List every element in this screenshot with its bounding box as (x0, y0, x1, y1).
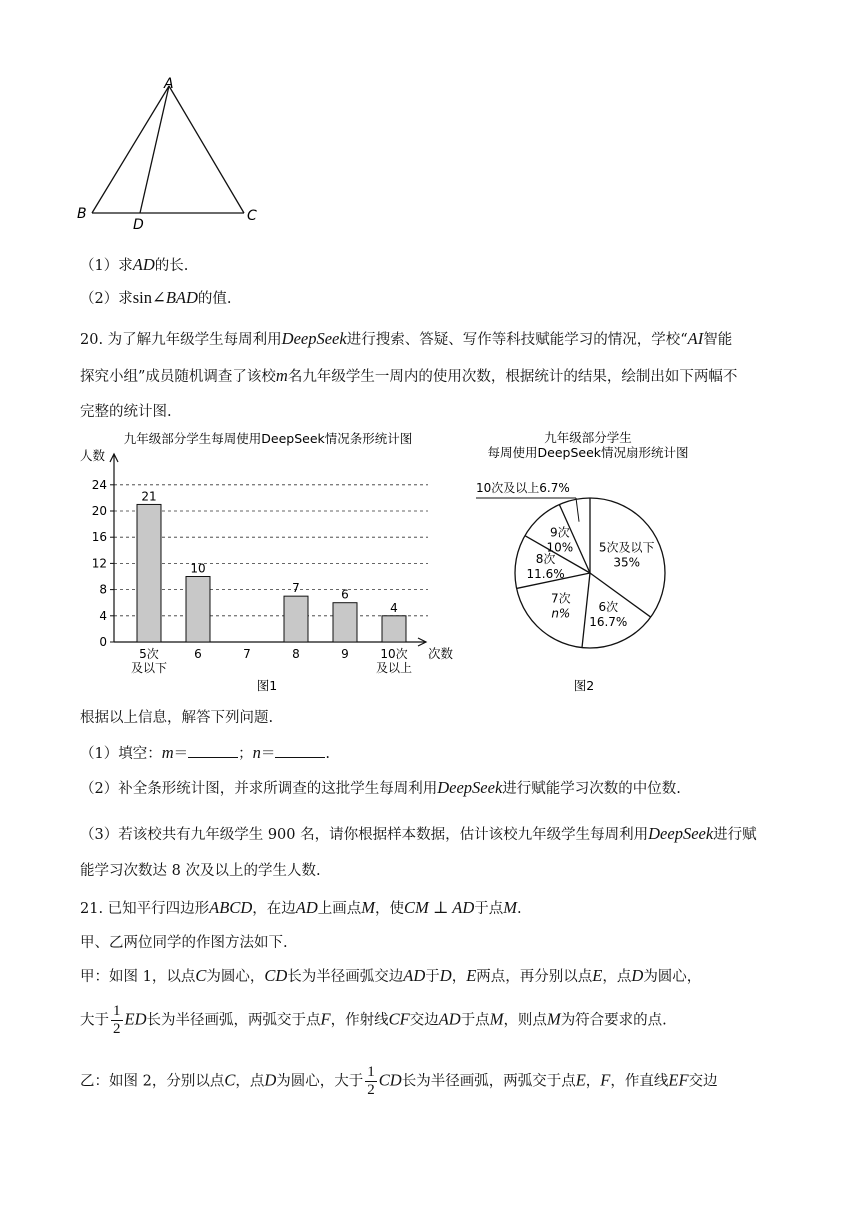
q20-text: 智能 (703, 332, 733, 348)
q21-yi-line1 (80, 1064, 718, 1099)
q20-p2-text: 进行赋能学习次数的中位数. (502, 781, 681, 797)
q20-m: m (275, 366, 288, 385)
q21-math: ABCD (209, 898, 253, 917)
x-tick-label: 7 (243, 647, 251, 661)
q21-math: CF (388, 1009, 410, 1029)
y-tick-label: 4 (99, 608, 107, 623)
label-d: D (133, 217, 144, 233)
x-tick-label: 及以下 (130, 661, 168, 675)
q20-text: 名九年级学生一周内的使用次数，根据统计的结果，绘制出如下两幅不 (287, 369, 738, 385)
q21-text: ， (585, 1073, 601, 1090)
q21-text: 长为半径画弧交边 (287, 969, 404, 985)
q21-text: 两点，再分别以点 (476, 969, 593, 985)
bar (333, 603, 357, 642)
side-ab (92, 86, 169, 213)
q19-p1-prefix: （1）求 (80, 258, 133, 274)
q21-line2: 甲、乙两位同学的作图方法如下. (80, 935, 288, 951)
q19-p1-math: AD (132, 255, 155, 274)
q21-jia-line1 (80, 965, 701, 986)
bar-chart-xlabel: 次数 (428, 646, 454, 661)
q19-p2-angle: ∠ (152, 288, 166, 307)
fraction-one-half (365, 1064, 377, 1099)
x-tick-label: 5次 (139, 647, 159, 661)
pie-slice-label: 8次 (535, 551, 556, 566)
q20-p2-deepseek: DeepSeek (437, 778, 503, 797)
q21-math: CD (378, 1070, 402, 1090)
q21-math: AD (403, 966, 426, 985)
bar (284, 596, 308, 642)
q21-text: ，作直线 (610, 1073, 669, 1090)
fraction-one-half (111, 1003, 123, 1038)
q21-text: 为圆心，大于 (276, 1073, 364, 1090)
x-tick-label: 8 (292, 647, 300, 661)
y-tick-label: 12 (91, 556, 107, 571)
q21-text: ，点 (235, 1073, 265, 1090)
q21-text: 于点 (474, 901, 504, 917)
q20-line2 (80, 365, 737, 386)
x-tick-label: 6 (194, 647, 202, 661)
q21-text: ，在边 (252, 901, 296, 917)
q21-math: M (489, 1009, 504, 1029)
q20-part3-line2: 能学习次数达 8 次及以上的学生人数. (80, 863, 321, 879)
q21-text: 已知平行四边形 (107, 901, 210, 917)
pie-chart-caption: 图2 (573, 678, 595, 693)
y-tick-label: 8 (99, 582, 107, 597)
q20-p1-eq: ＝ (260, 746, 276, 762)
q21-math: AD (438, 1009, 461, 1029)
q21-text: 大于 (80, 1012, 109, 1029)
q21-math: CM ⊥ AD (404, 898, 475, 917)
q21-text: 于点 (460, 1012, 490, 1029)
q19-p2-suffix: 的值. (197, 291, 232, 307)
q20-ai: AI (687, 329, 704, 348)
q20-part3 (80, 823, 757, 844)
q21-math: AD (295, 898, 318, 917)
pie-slice-value: 11.6% (526, 566, 565, 581)
q21-text: 长为半径画弧，两弧交于点 (401, 1073, 576, 1090)
segment-ad (140, 86, 169, 213)
frac-num: 1 (367, 1064, 375, 1080)
side-ac (169, 86, 244, 213)
bar-chart (76, 426, 460, 698)
y-tick-label: 20 (91, 504, 107, 518)
pie-callout-label: 10次及以上6.7% (476, 481, 570, 495)
q21-jia-line2 (80, 1003, 667, 1038)
q20-p3-deepseek: DeepSeek (648, 824, 714, 843)
q20-after-charts: 根据以上信息，解答下列问题. (80, 710, 274, 726)
q21-number: 21. (80, 901, 104, 917)
q21-math: CD (264, 966, 288, 985)
q21-math: D (264, 1070, 277, 1090)
bar-value-label: 21 (141, 489, 157, 504)
bar (382, 616, 406, 642)
frac-den: 2 (367, 1082, 375, 1098)
q21-line1 (80, 897, 522, 918)
bar-value-label: 4 (390, 600, 398, 615)
bar-value-label: 6 (341, 587, 349, 602)
q19-p2-func: sin (132, 288, 152, 307)
q21-text: ，使 (375, 901, 405, 917)
q20-p2-text: （2）补全条形统计图，并求所调查的这批学生每周利用 (80, 781, 438, 797)
q21-text: 甲：如图 1，以点 (80, 969, 196, 985)
q20-part1 (80, 742, 330, 763)
q21-math: D (439, 966, 452, 985)
y-tick-label: 24 (91, 477, 107, 492)
pie-slice-label: 9次 (549, 525, 570, 540)
q21-text: 交边 (688, 1073, 718, 1090)
q21-math: F (320, 1009, 331, 1029)
pie-chart (448, 426, 738, 698)
q20-p1-eq: ＝ (173, 746, 189, 762)
q20-p3-text: 进行赋 (713, 827, 757, 843)
y-tick-label: 16 (91, 530, 107, 545)
q21-text: 为符合要求的点. (560, 1012, 667, 1029)
q19-part1 (80, 254, 188, 275)
bar-chart-ylabel: 人数 (80, 448, 106, 463)
pie-chart-title-1: 九年级部分学生 (544, 430, 632, 445)
q21-text: ，则点 (503, 1012, 547, 1029)
blank-n[interactable] (275, 743, 325, 758)
q20-p1-sep: ； (238, 746, 253, 762)
bar-value-label: 7 (292, 581, 300, 596)
q21-math: E (466, 966, 477, 985)
q21-text: . (516, 901, 522, 917)
frac-num: 1 (113, 1003, 121, 1019)
q21-text: 乙：如图 2，分别以点 (80, 1073, 225, 1090)
bar-chart-title: 九年级部分学生每周使用DeepSeek情况条形统计图 (123, 431, 413, 446)
label-b: B (77, 206, 87, 222)
q21-math: C (195, 966, 207, 985)
y-tick-label: 0 (99, 635, 107, 649)
q20-text: 探究小组”成员随机调查了该校 (80, 369, 276, 385)
q19-p1-suffix: 的长. (154, 258, 189, 274)
triangle-figure (70, 74, 270, 236)
bar-chart-caption: 图1 (256, 678, 278, 693)
q19-p2-prefix: （2）求 (80, 291, 133, 307)
blank-m[interactable] (188, 743, 238, 758)
q19-p2-math: BAD (165, 288, 198, 307)
q21-math: C (224, 1070, 236, 1090)
q21-text: 为圆心， (643, 969, 702, 985)
q21-text: ，点 (602, 969, 632, 985)
q19-part2 (80, 287, 232, 308)
q21-text: 于 (425, 969, 440, 985)
q21-text: 为圆心， (206, 969, 265, 985)
pie-slice-label: 5次及以下 (598, 540, 655, 555)
q21-text: 交边 (409, 1012, 439, 1029)
pie-slice-value: 16.7% (589, 615, 628, 630)
pie-slice-label: 6次 (598, 600, 619, 615)
q20-line1 (80, 328, 732, 349)
x-tick-label: 及以上 (375, 661, 413, 675)
q21-text: 长为半径画弧，两弧交于点 (146, 1012, 321, 1029)
pie-slice-value: 10% (546, 540, 574, 555)
pie-chart-title-2: 每周使用DeepSeek情况扇形统计图 (487, 445, 689, 460)
label-c: C (247, 208, 257, 224)
q21-math: D (631, 966, 644, 985)
q21-math: M (503, 898, 517, 917)
q21-text: ， (451, 969, 467, 985)
q20-p1-text: （1）填空： (80, 746, 162, 762)
q21-math: E (592, 966, 603, 985)
x-tick-label: 9 (341, 647, 349, 661)
bar (137, 504, 161, 642)
q20-text: 进行搜索、答疑、写作等科技赋能学习的情况，学校“ (346, 332, 688, 348)
q21-math: ED (124, 1009, 147, 1029)
q21-math: E (575, 1070, 586, 1090)
q20-line3: 完整的统计图. (80, 404, 172, 420)
q20-number: 20. (80, 332, 104, 348)
bar-value-label: 10 (190, 561, 206, 576)
q21-text: ，作射线 (330, 1012, 389, 1029)
q20-p3-text: （3）若该校共有九年级学生 900 名，请你根据样本数据，估计该校九年级学生每周利用 (80, 827, 649, 843)
q21-math: M (546, 1009, 561, 1029)
frac-den: 2 (113, 1021, 121, 1037)
pie-slice-value: n% (551, 606, 571, 621)
q21-text: 上画点 (317, 901, 362, 917)
q20-deepseek: DeepSeek (281, 329, 347, 348)
q20-part2 (80, 777, 681, 798)
label-a: A (164, 76, 174, 92)
pie-slice-label: 7次 (551, 591, 571, 606)
q20-p1-n: n (252, 743, 261, 762)
q20-p1-m: m (161, 743, 174, 762)
q21-math: M (361, 898, 376, 917)
q20-text: 为了解九年级学生每周利用 (107, 332, 282, 348)
x-tick-label: 10次 (380, 647, 408, 661)
bar (186, 577, 210, 643)
q21-math: EF (668, 1070, 689, 1090)
q20-p1-end: . (325, 746, 331, 762)
pie-slice-value: 35% (613, 555, 641, 570)
q21-math: F (600, 1070, 611, 1090)
